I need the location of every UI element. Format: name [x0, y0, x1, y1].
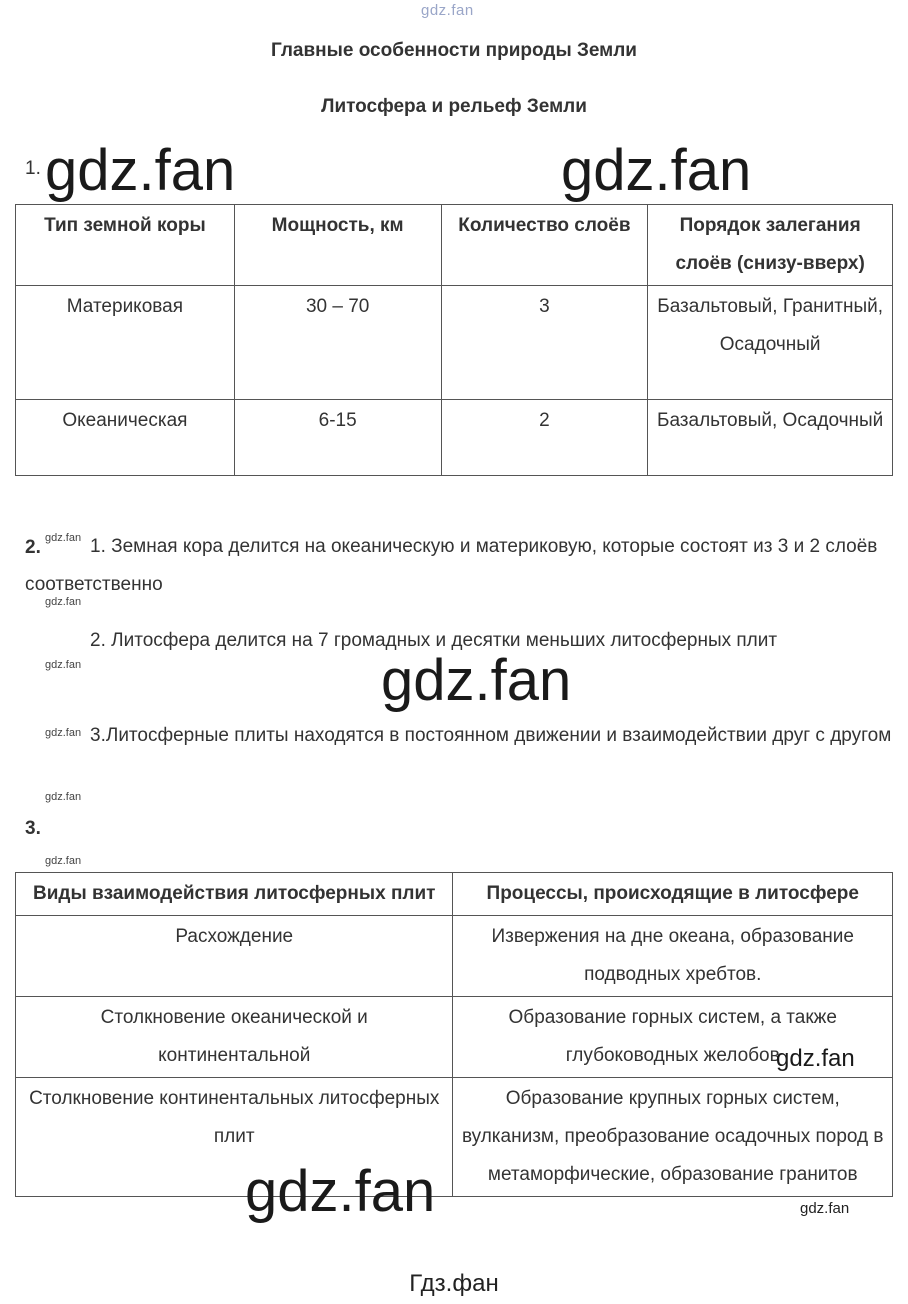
- page-title: Главные особенности природы Земли: [271, 40, 637, 61]
- table-cell: Извержения на дне океана, образование подводных хребтов.: [453, 916, 893, 997]
- table-cell: Столкновение континентальных литосферных плит: [16, 1078, 453, 1197]
- table-row: [16, 997, 893, 1078]
- table-header: Количество слоёв: [441, 205, 648, 286]
- table-header: Процессы, происходящие в литосфере: [453, 873, 893, 916]
- table-cell: 30 – 70: [234, 286, 441, 400]
- table-cell: Образование крупных горных систем, вулканизм, преобразование осадочных пород в метаморфические, образование гранитов: [453, 1078, 893, 1197]
- list-item: 1. Земная кора делится на океаническую и материковую, которые состоят из 3 и 2 слоёв соответственно: [25, 536, 878, 595]
- watermark: gdz.fan: [45, 532, 82, 544]
- list-item: 3.Литосферные плиты находятся в постоянном движении и взаимодействии друг с другом: [90, 725, 892, 746]
- watermark: gdz.fan: [45, 138, 236, 203]
- section-3-number: 3.: [25, 818, 41, 839]
- table-cell: 6-15: [234, 400, 441, 476]
- table-cell: Материковая: [16, 286, 235, 400]
- table-row: [16, 286, 893, 400]
- section-1-number: 1.: [25, 158, 41, 179]
- watermark: gdz.fan: [245, 1159, 436, 1224]
- table-header: Виды взаимодействия литосферных плит: [16, 873, 453, 916]
- table-cell: Базальтовый, Гранитный, Осадочный: [648, 286, 893, 400]
- table-header: Мощность, км: [234, 205, 441, 286]
- watermark: gdz.fan: [561, 138, 752, 203]
- table-cell: Океаническая: [16, 400, 235, 476]
- watermark: gdz.fan: [45, 855, 82, 867]
- watermark: gdz.fan: [45, 596, 82, 608]
- table-row: [16, 1078, 893, 1197]
- table-header: Порядок залегания слоёв (снизу-вверх): [648, 205, 893, 286]
- watermark: gdz.fan: [45, 791, 82, 803]
- table-header: Тип земной коры: [16, 205, 235, 286]
- plates-table: [15, 872, 893, 1197]
- watermark: gdz.fan: [381, 648, 572, 713]
- table-row: [16, 400, 893, 476]
- table-cell: Расхождение: [16, 916, 453, 997]
- page-subtitle: Литосфера и рельеф Земли: [321, 96, 587, 117]
- watermark: gdz.fan: [776, 1045, 855, 1072]
- watermark: gdz.fan: [45, 727, 82, 739]
- watermark-top: gdz.fan: [421, 2, 474, 19]
- table-cell: Столкновение океанической и континентальной: [16, 997, 453, 1078]
- table-header-row: [16, 205, 893, 286]
- section-2-number: 2.: [25, 537, 41, 558]
- table-cell: Базальтовый, Осадочный: [648, 400, 893, 476]
- table-row: [16, 916, 893, 997]
- watermark: gdz.fan: [45, 659, 82, 671]
- crust-table: [15, 204, 893, 476]
- table-cell: 2: [441, 400, 648, 476]
- table-header-row: [16, 873, 893, 916]
- table-cell: 3: [441, 286, 648, 400]
- list-item: 2. Литосфера делится на 7 громадных и десятки меньших литосферных плит: [90, 630, 778, 651]
- table-cell: Образование горных систем, а также глубоководных желобов: [453, 997, 893, 1078]
- footer-text: Гдз.фан: [409, 1270, 499, 1297]
- watermark: gdz.fan: [800, 1200, 850, 1217]
